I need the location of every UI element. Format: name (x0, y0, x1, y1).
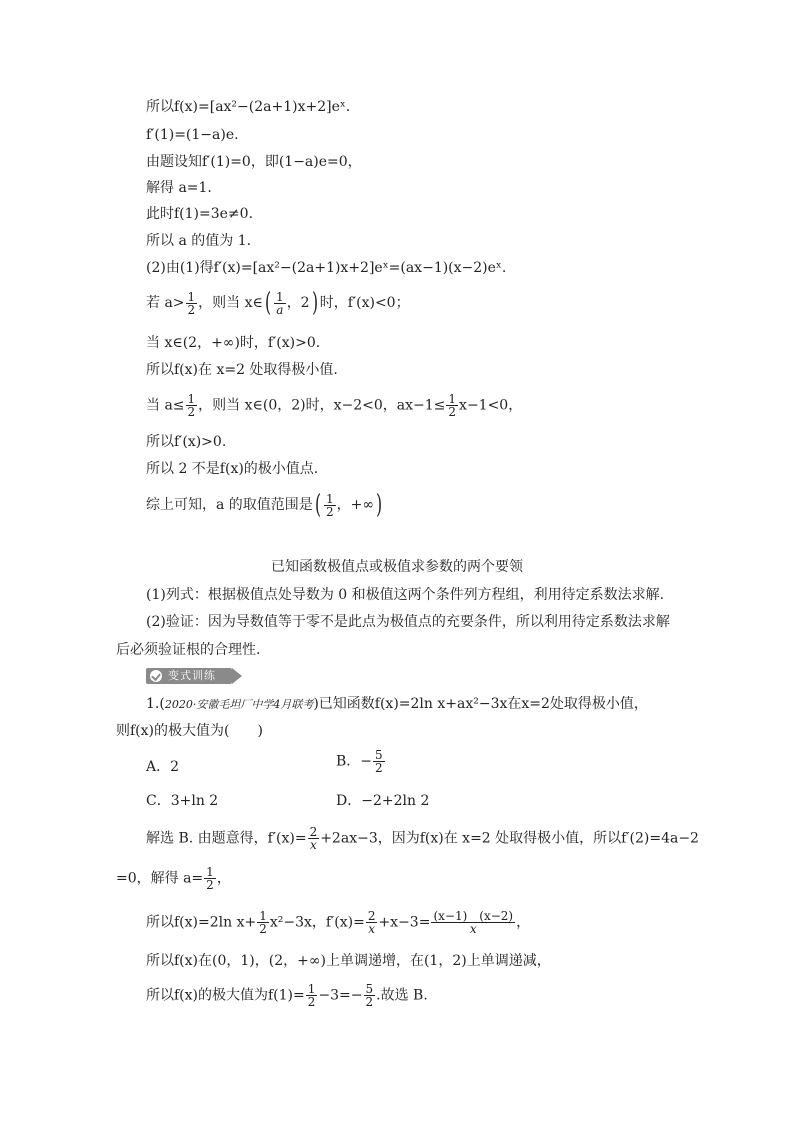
check-icon (150, 670, 162, 682)
solution-line: 解得 a=1. (146, 180, 212, 196)
denominator: x (469, 922, 477, 936)
option-d: D．−2+2ln 2 (336, 793, 430, 809)
text: ，则当 x∈ (198, 295, 263, 311)
tips-paragraph: (2)验证：因为导数值等于零不是此点为极值点的充要条件，所以利用待定系数法求解 (146, 614, 670, 630)
solution-line: 所以f′(x)>0. (146, 434, 227, 450)
solution-line: f′(1)=(1−a)e. (146, 127, 239, 143)
denominator: 2 (307, 995, 316, 1009)
text: 所以f(x)=2ln x+ (146, 914, 257, 931)
text: ，2 (286, 295, 310, 311)
denominator: 2 (365, 995, 374, 1009)
numerator: 1 (325, 491, 334, 506)
numerator: 5 (365, 982, 374, 996)
answer-line (116, 866, 231, 891)
denominator: 2 (448, 405, 457, 419)
fraction (364, 983, 376, 1008)
denominator: x (309, 838, 317, 852)
text: 当 a≤ (146, 397, 185, 414)
exercise-badge (146, 668, 232, 684)
fraction (204, 866, 216, 891)
solution-line (146, 492, 384, 518)
text: ， (516, 914, 531, 931)
denominator: 2 (187, 302, 196, 317)
numerator: 1 (206, 865, 214, 879)
text: ，则当 x∈(0，2)时，x−2<0，ax−1≤ (198, 397, 446, 414)
right-paren: ) (311, 288, 318, 318)
solution-line: 所以 a 的值为 1. (146, 233, 252, 249)
fraction (373, 749, 385, 774)
left-paren: ( (264, 288, 272, 318)
fraction (257, 910, 269, 935)
answer-line (146, 910, 530, 935)
fraction (186, 393, 198, 418)
numerator: 1 (307, 982, 316, 996)
text: +x−3= (378, 914, 431, 931)
numerator: 2 (309, 825, 318, 839)
option-a: A．2 (146, 759, 180, 775)
text: )已知函数f(x)=2ln x+ax²−3x在x=2处取得极小值， (313, 696, 648, 712)
exercise-source: 2020·安徽毛坦厂中学4月联考 (164, 698, 314, 711)
numerator: (x−1) (x−2) (433, 909, 514, 923)
text: ，+∞ (336, 497, 374, 513)
numerator: 1 (276, 289, 284, 304)
text: =0，解得 a= (116, 870, 204, 887)
text: 若 a> (146, 295, 185, 311)
right-paren: ) (376, 490, 383, 520)
text: 解选 B. 由题意得，f′(x)= (146, 830, 307, 847)
denominator: 2 (259, 922, 267, 936)
denominator: 2 (375, 761, 383, 775)
tips-title: 已知函数极值点或极值求参数的两个要领 (271, 559, 523, 575)
fraction (306, 983, 318, 1008)
option-c: C．3+ln 2 (146, 793, 219, 809)
text: +2ax−3，因为f(x)在 x=2 处取得极小值，所以f′(2)=4a−2 (320, 830, 699, 847)
denominator: x (368, 922, 376, 936)
solution-line: 所以f(x)=[ax²−(2a+1)x+2]eˣ. (146, 99, 351, 115)
fraction (308, 826, 320, 851)
fraction (186, 291, 198, 316)
tips-paragraph: 后必须验证根的合理性. (116, 642, 261, 658)
fraction (324, 493, 336, 518)
badge-label: 变式训练 (168, 669, 216, 682)
text: x²−3x，f′(x)= (269, 914, 365, 931)
answer-line (146, 826, 699, 851)
denominator: 2 (187, 405, 196, 419)
denominator: a (276, 302, 284, 317)
text: x−1<0， (459, 397, 523, 414)
denominator: 2 (206, 878, 214, 892)
solution-line: 此时f(1)=3e≠0. (146, 206, 254, 222)
numerator: 1 (187, 392, 196, 406)
text: .故选 B. (376, 987, 428, 1004)
solution-line: 所以f(x)在 x=2 处取得极小值. (146, 362, 338, 378)
numerator: 1 (259, 909, 267, 923)
numerator: 1 (448, 392, 457, 406)
solution-line: 当 x∈(2，+∞)时，f′(x)>0. (146, 335, 321, 351)
solution-line (146, 393, 522, 418)
text: 1.( (146, 696, 165, 712)
text: B．− (336, 753, 373, 770)
numerator: 1 (187, 289, 196, 304)
option-b (336, 749, 386, 774)
text: 所以f(x)的极大值为f(1)= (146, 987, 305, 1004)
text: 时，f′(x)<0； (319, 295, 410, 311)
fraction (446, 393, 458, 418)
solution-line (146, 290, 410, 316)
text: −3=− (318, 987, 363, 1004)
solution-line: (2)由(1)得f′(x)=[ax²−(2a+1)x+2]eˣ=(ax−1)(x−2)eˣ. (146, 260, 507, 276)
solution-line: 由题设知f′(1)=0，即(1−a)e=0， (146, 154, 362, 170)
answer-line (146, 983, 428, 1008)
denominator: 2 (325, 504, 334, 519)
text: 综上可知，a 的取值范围是 (146, 497, 313, 513)
answer-line: 所以f(x)在(0，1)，(2，+∞)上单调递增，在(1，2)上单调递减， (146, 953, 551, 969)
fraction (274, 291, 286, 316)
fraction (366, 910, 378, 935)
text: ， (216, 870, 231, 887)
solution-line: 所以 2 不是f(x)的极小值点. (146, 461, 319, 477)
exercise-stem (146, 694, 648, 715)
left-paren: ( (314, 490, 321, 520)
exercise-stem: 则f(x)的极大值为( ) (116, 723, 263, 739)
numerator: 2 (367, 909, 376, 923)
numerator: 5 (375, 748, 383, 762)
tips-paragraph: (1)列式：根据极值点处导数为 0 和极值这两个条件列方程组，利用待定系数法求解. (146, 587, 665, 603)
fraction (431, 910, 515, 935)
